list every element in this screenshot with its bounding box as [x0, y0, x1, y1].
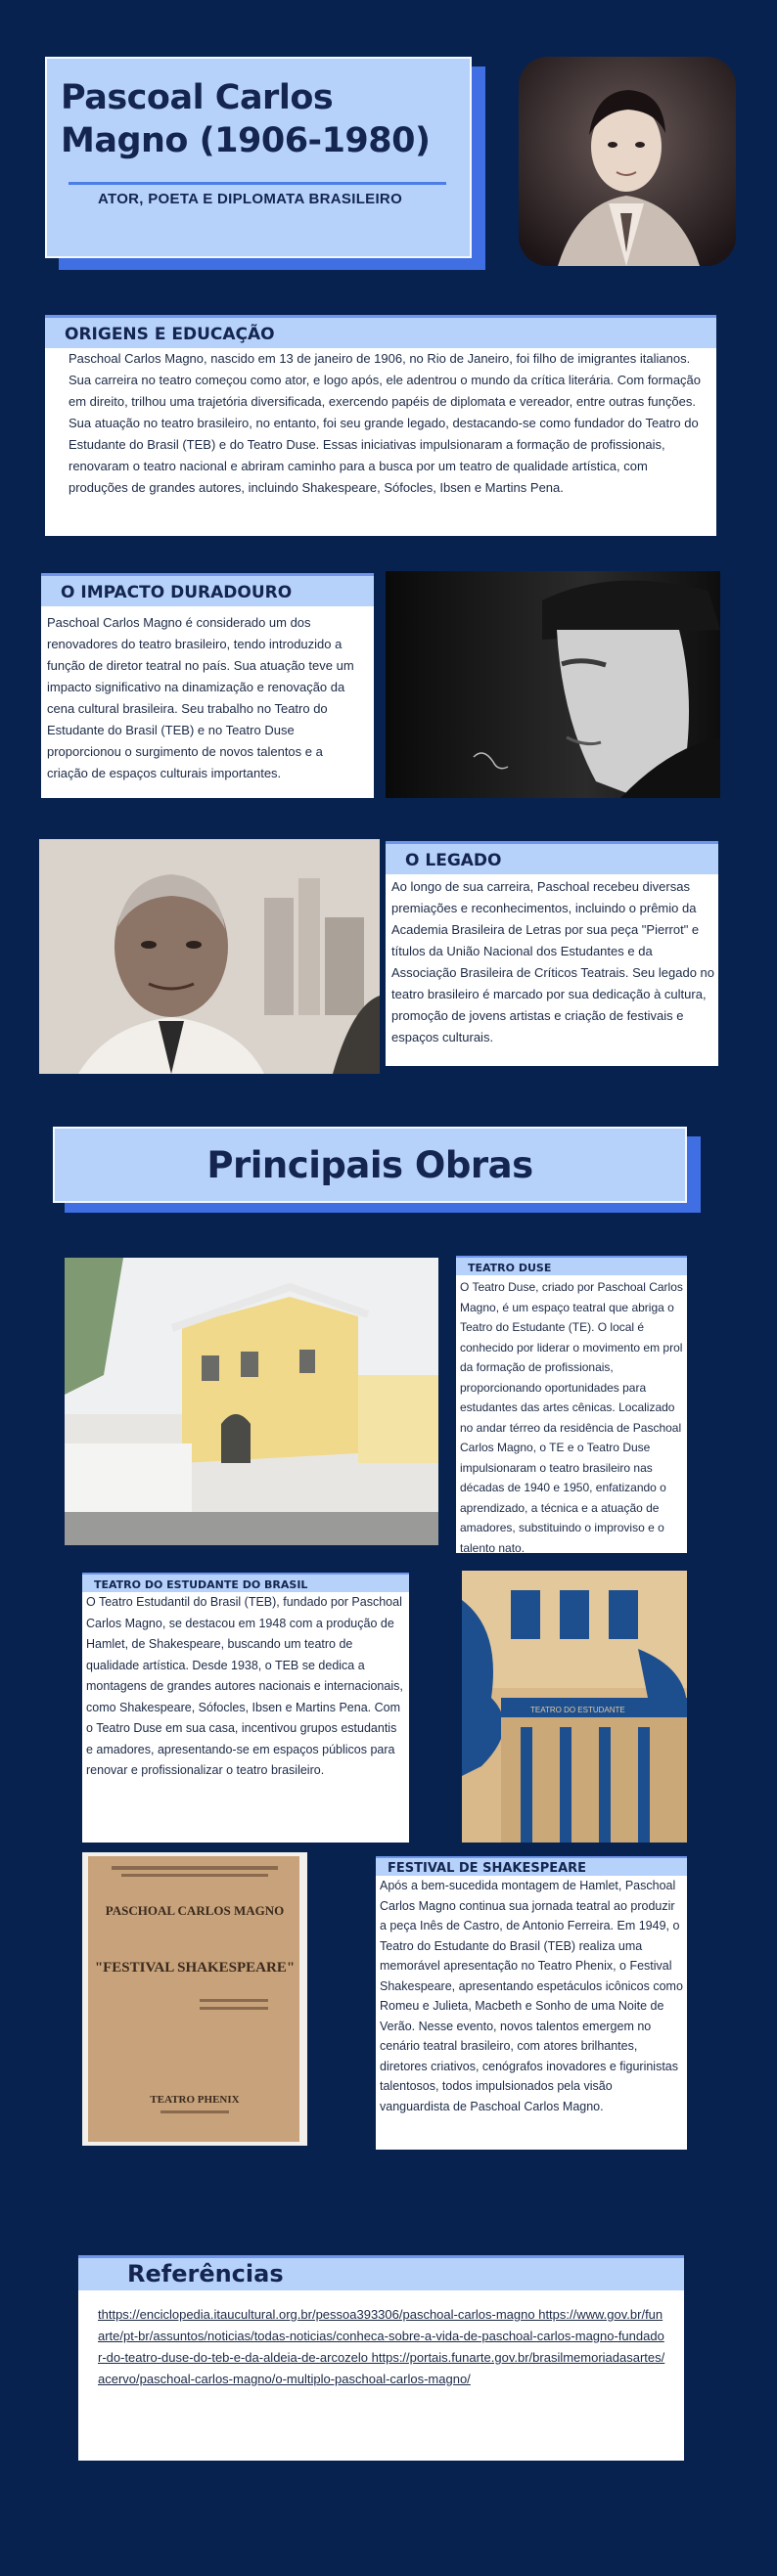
teb-facade-photo [462, 1571, 687, 1843]
obras-title: Principais Obras [206, 1144, 533, 1186]
legado-heading: O LEGADO [405, 851, 502, 870]
teatro-duse-heading: TEATRO DUSE [468, 1262, 552, 1274]
profile-photo [386, 571, 720, 798]
origens-heading: ORIGENS E EDUCAÇÃO [65, 325, 275, 344]
festival-heading: FESTIVAL DE SHAKESPEARE [388, 1861, 587, 1876]
legado-text: Ao longo de sua carreira, Paschoal recebeu diversas premiações e reconhecimentos, incluindo o prêmio da Academia Brasileira de Letras por sua peça "Pierrot" e títulos da União Nacional dos Estudantes e da Associação Brasileira de Críticos Teatrais. Seu legado no teatro brasileiro é marcado por sua dedicação à cultura, promoção de jovens artistas e criação de festivais e espaços culturais. [391, 879, 714, 1044]
program-festival-title: "FESTIVAL SHAKESPEARE" [94, 1960, 296, 1976]
origens-heading-bar [45, 315, 716, 348]
festival-program-photo [82, 1852, 307, 2146]
reference-link[interactable]: thttps://enciclopedia.itaucultural.org.br/pessoa393306/paschoal-carlos-magno https://www.gov.br/funarte/pt-br/assuntos/noticias/todas-noticias/conheca-sobre-a-vida-de-paschoal-carlos-magno-fundador-do-teatro-duse-do-teb-e-da-aldeia-de-arcozelo https://portais.funarte.gov.br/brasilmemoriadasartes/acervo/paschoal-carlos-magno/o-multiplo-paschoal-carlos-magno/ [98, 2307, 665, 2386]
impacto-heading-bar [41, 573, 374, 606]
impacto-heading: O IMPACTO DURADOURO [61, 583, 293, 602]
impacto-text: Paschoal Carlos Magno é considerado um dos renovadores do teatro brasileiro, tendo introduzido a função de diretor teatral no país. Sua atuação teve um impacto significativo na dinamização e renovação da cena cultural brasileira. Seu trabalho no Teatro do Estudante do Brasil (TEB) e no Teatro Duse proporcionou o surgimento de novos talentos e a criação de espaços culturais importantes. [47, 615, 354, 780]
teb-heading-bar [82, 1573, 409, 1592]
teatro-duse-heading-bar [456, 1256, 687, 1275]
referencias-heading: Referências [127, 2260, 284, 2287]
portrait-photo [519, 57, 736, 266]
referencias-heading-bar [78, 2255, 684, 2290]
festival-heading-bar [376, 1856, 687, 1876]
elderly-portrait-photo [39, 839, 380, 1074]
teb-heading: TEATRO DO ESTUDANTE DO BRASIL [94, 1578, 308, 1591]
legado-heading-bar [386, 841, 718, 874]
teatro-duse-text: O Teatro Duse, criado por Paschoal Carlos Magno, é um espaço teatral que abriga o Teatro do Estudante (TE). O local é conhecido por liderar o movimento em prol da formação de profissionais, proporcionando oportunidades para estudantes das artes cênicas. Localizado no andar térreo da residência de Paschoal Carlos Magno, o TE e o Teatro Duse impulsionaram o teatro brasileiro nas décadas de 1940 e 1950, enfatizando o aprendizado, a técnica e a atuação de amadores, substituindo o improviso e o talento nato. [460, 1280, 683, 1555]
page-title: Pascoal Carlos Magno (1906-1980) [61, 78, 431, 160]
title-divider [69, 182, 446, 185]
program-venue: TEATRO PHENIX [150, 2094, 240, 2106]
festival-text: Após a bem-sucedida montagem de Hamlet, Paschoal Carlos Magno continua sua jornada teatral ao produzir a peça Inês de Castro, de Antonio Ferreira. Em 1949, o Teatro do Estudante do Brasil (TEB) realiza uma memorável apresentação no Teatro Phenix, o Festival Shakespeare, apresentando espetáculos icônicos como Romeu e Julieta, Macbeth e Sonho de uma Noite de Verão. Nesse evento, novos talentos emergem no cenário teatral brasileiro, com atores brilhantes, diretores criativos, cenógrafos inovadores e figurinistas talentosos, todos impulsionados pela visão vanguardista de Paschoal Carlos Magno. [380, 1879, 683, 2113]
referencias-links [98, 2304, 665, 2390]
origens-text: Paschoal Carlos Magno, nascido em 13 de janeiro de 1906, no Rio de Janeiro, foi filho de imigrantes italianos. Sua carreira no teatro começou como ator, e logo após, ele adentrou o mundo da crítica literária. Com formação em direito, trilhou uma trajetória diversificada, exercendo papéis de diplomata e vereador, entre outras funções. Sua atuação no teatro brasileiro, no entanto, foi seu grande legado, destacando-se como fundador do Teatro do Estudante do Brasil (TEB) e do Teatro Duse. Essas iniciativas impulsionaram a formação de profissionais, renovaram o teatro nacional e abriram caminho para a busca por um teatro de qualidade artística, com produções de grandes autores, incluindo Shakespeare, Sófocles, Ibsen e Martins Pena. [69, 351, 702, 495]
obras-title-card [53, 1127, 687, 1203]
program-name: PASCHOAL CARLOS MAGNO [105, 1903, 285, 1918]
facade-sign: TEATRO DO ESTUDANTE [530, 1706, 625, 1714]
page-subtitle: ATOR, POETA E DIPLOMATA BRASILEIRO [98, 191, 403, 207]
title-card [45, 57, 472, 258]
teb-text: O Teatro Estudantil do Brasil (TEB), fundado por Paschoal Carlos Magno, se destacou em 1948 com a produção de Hamlet, de Shakespeare, buscando um teatro de qualidade artística. Desde 1938, o TEB se dedica a montagens de grandes autores nacionais e internacionais, como Shakespeare, Sófocles, Ibsen e Martins Pena. Com o Teatro Duse em sua casa, incentivou grupos estudantis e amadores, apresentando-se em espaços públicos para renovar e profissionalizar o teatro brasileiro. [86, 1595, 403, 1777]
teatro-duse-photo [65, 1258, 438, 1545]
